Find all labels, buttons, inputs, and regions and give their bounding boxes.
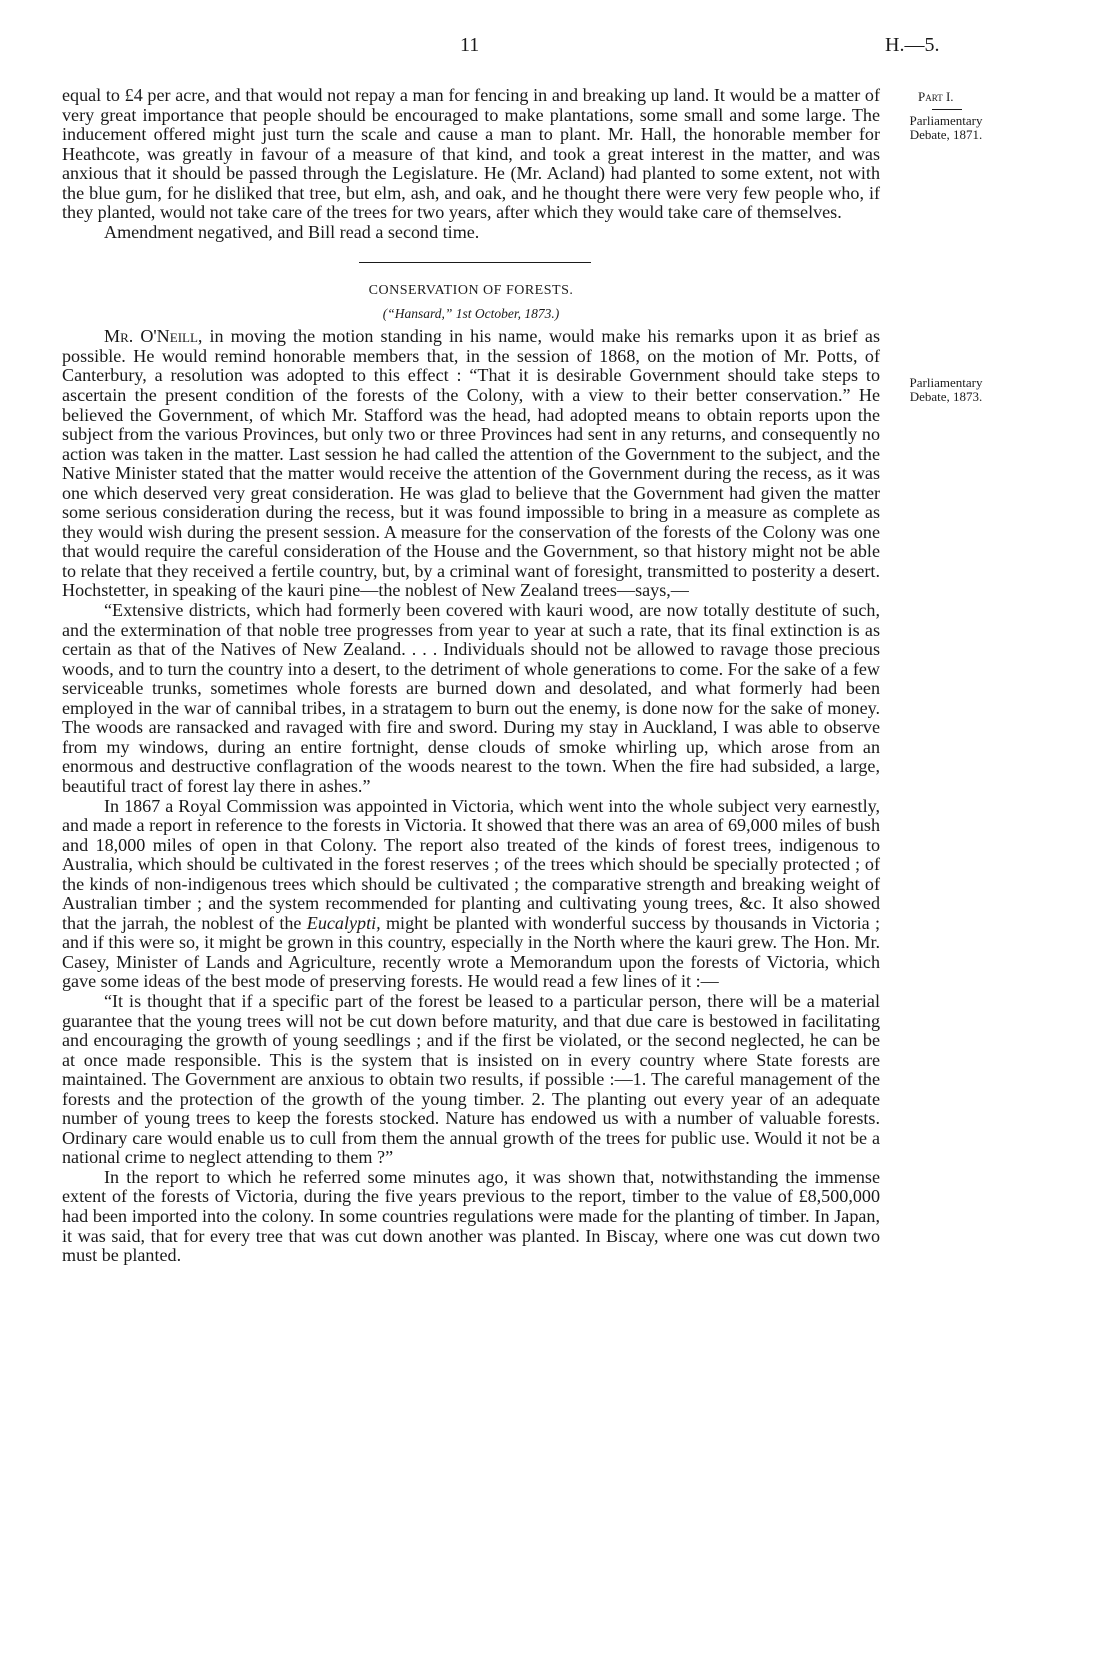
margin-note-1873: Parliamentary Debate, 1873. [909,375,983,404]
source-date: 1st October, 1873. [455,306,555,322]
paragraph-victoria [62,797,880,992]
document-reference: H.—5. [885,34,940,56]
paragraph-victoria-part-a: In 1867 a Royal Commission was appointed in Victoria, which went into the whole subject very earnestly, and made a report in reference to the forests in Victoria. It showed that there was an area of 69,000 miles of bush and 18,000 miles of open in that Colony. The report also treated of the kinds of forest trees, indigenous to Australia, which should be cultivated in the forest reserves ; of the trees which should be specially protected ; of the kinds of non-indigenous trees which should be cultivated ; the comparative strength and breaking weight of Australian timber ; and the system recommended for planting and cultivating young trees, &c. It also showed that the jarrah, the noblest of the [62,795,880,933]
section-title: CONSERVATION OF FORESTS. [368,283,574,299]
paragraph-continued: equal to £4 per acre, and that would not repay a man for fencing in and breaking up land. It would be a matter of very great importance that people should be encouraged to make plantations, some small and some large. The inducement offered might just turn the scale and cause a man to plant. Mr. Hall, the honorable member for Heathcote, was greatly in favour of a measure of that kind, and took a great interest in the matter, and was anxious that it should be passed through the Legislature. He (Mr. Acland) had planted to some extent, not with the blue gum, for he disliked that tree, but elm, ash, and oak, and he thought there were very few people who, if they planted, would not take care of the trees for two years, after which they would take care of themselves. [62,85,880,223]
quote-casey: “It is thought that if a specific part of the forest be leased to a particular person, there will be a material guarantee that the young trees will not be cut down before maturity, and that due care is bestowed in facilitating and encouraging the growth of young seedlings ; and if the first be violated, or the second neglected, he can be at once made responsible. This is the system that is insisted on in every country where State forests are maintained. The Government are anxious to obtain two results, if possible :—1. The careful management of the forests and the protection of the growth of the young timber. 2. The planting out every year of an adequate number of young trees to keep the forests stocked. Nature has endowed us with a number of valuable forests. Ordinary care would enable us to cull from them the annual growth of the trees for public use. Would it not be a national crime to neglect attending to them ?” [62,990,880,1168]
page-number: 11 [460,34,480,56]
source-publication: “Hansard,” [387,306,453,322]
paragraph-amendment: Amendment negatived, and Bill read a second time. [104,221,480,242]
section-source: (“Hansard,” 1st October, 1873.) [382,306,560,322]
paragraph-victoria-part-b: might be planted with wonderful success by thousands in Victoria ; and if this were so, it might be grown in this country, especially in the North where the kauri grew. The Hon. Mr. Casey, Minister of Lands and Agriculture, recently wrote a Memorandum upon the forests of Victoria, which gave some ideas of the best mode of preserving forests. He would read a few lines of it :— [62,912,880,992]
document-body [62,86,880,1266]
paragraph-report: In the report to which he referred some minutes ago, it was shown that, notwithstanding the immense extent of the forests of Victoria, during the five years previous to the report, timber to the value of £8,500,000 had been imported into the colony. In some countries regulations were made for the planting of timber. In Japan, it was said, that for every tree that was cut down another was planted. In Biscay, where one was cut down two must be planted. [62,1166,880,1266]
speaker-name: Mr. O'Neill, [104,326,203,347]
paragraph-oneill-text: in moving the motion standing in his name, would make his remarks upon it as brief as possible. He would remind honorable members that, in the session of 1868, on the motion of Mr. Potts, of Canterbury, a resolution was adopted to this effect : “That it is desirable Government should take steps to ascertain the present condition of the forests of the Colony, with a view to their better conservation.” He believed the Government, of which Mr. Stafford was the head, had adopted means to obtain reports upon the subject from the various Provinces, but only two or three Provinces had sent in any returns, and consequently no action was taken in the matter. Last session he had called the attention of the Government to the subject, and the Native Minister stated that the matter would receive the attention of the Government during the recess, as it was one which deserved very great consideration. He was glad to believe that the Government had given the matter some serious consideration during the recess, but it was found impossible to bring in a measure as complete as they would wish during the present session. A measure for the conservation of the forests of the Colony was one that would require the careful consideration of the House and the Government, so that history might not be able to relate that they received a fertile country, but, by a criminal want of foresight, transmitted to posterity a desert. Hochstetter, in speaking of the kauri pine—the noblest of New Zealand trees—says,— [62,326,881,601]
margin-divider [932,109,962,110]
margin-part-label: Part I. [918,89,954,104]
quote-hochstetter: “Extensive districts, which had formerly been covered with kauri wood, are now totally destitute of such, and the extermination of that noble tree progresses from year to year at such a rate, that its final extinction is as certain as that of the Natives of New Zealand. . . . Individuals should not be allowed to ravage those precious woods, and to turn the country into a desert, to the detriment of whole generations to come. For the sake of a few serviceable trunks, sometimes whole forests are burned down and desolated, and what formerly had been employed in the war of cannibal tribes, in a stratagem to burn out the enemy, is done now for the sake of money. The woods are ransacked and ravaged with fire and sword. During my stay in Auckland, I was able to observe from my windows, during an entire fortnight, dense clouds of smoke whirling up, which arose from an enormous and destructive conflagration of the woods nearest to the town. When the fire had subsided, a large, beautiful tract of forest lay there in ashes.” [62,600,880,796]
margin-note-1871: Parliamentary Debate, 1871. [909,113,983,142]
paragraph-oneill [62,327,880,601]
italic-term: Eucalypti, [306,912,381,933]
section-divider [359,262,591,263]
